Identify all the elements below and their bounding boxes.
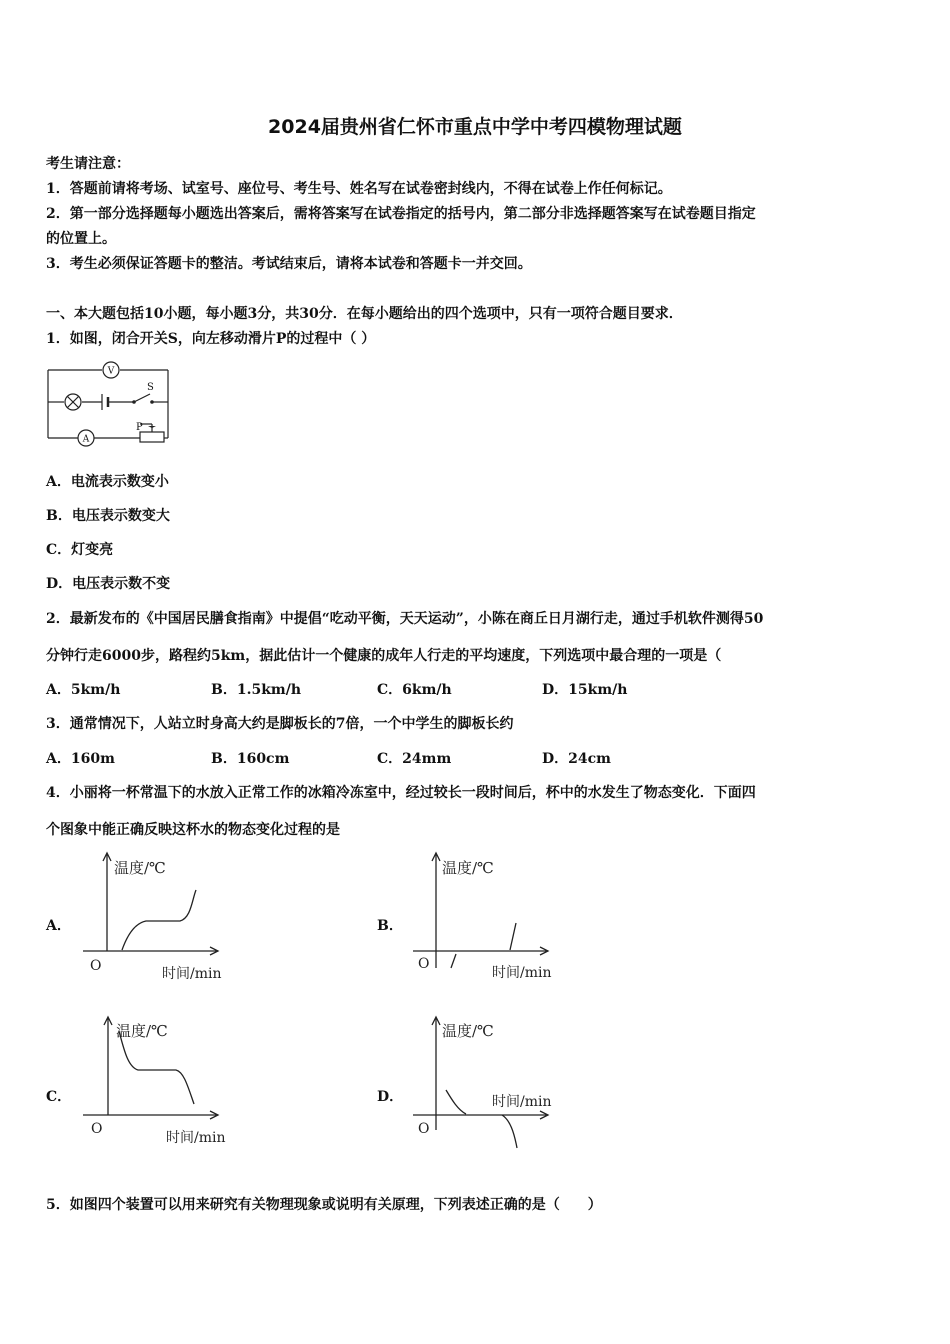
- switch-symbol: [132, 400, 136, 404]
- battery-symbol: [102, 394, 108, 410]
- q4-graph-d-label: D．: [377, 1089, 404, 1105]
- origin-label: O: [90, 958, 102, 974]
- q4-graph-c-label: C．: [46, 1089, 72, 1105]
- y-axis-label: 温度/℃: [114, 859, 166, 877]
- notice-item: 1．答题前请将考场、试室号、座位号、考生号、姓名写在试卷密封线内，不得在试卷上作任何标记。: [46, 181, 672, 197]
- q1-option: B．电压表示数变大: [46, 508, 170, 524]
- q3-stem: 3．通常情况下，人站立时身高大约是脚板长的7倍，一个中学生的脚板长约: [46, 716, 514, 732]
- q1-stem: 1．如图，闭合开关S，向左移动滑片P的过程中（ ）: [46, 331, 376, 347]
- q2-option: D．15km/h: [542, 682, 628, 698]
- q1-option: A．电流表示数变小: [46, 474, 169, 490]
- q4-graph-a: [76, 848, 246, 984]
- q3-option: D．24cm: [542, 751, 611, 767]
- q4-graph-b: [406, 848, 576, 984]
- q4-graph-d: [406, 1012, 576, 1152]
- q4-stem: 个图象中能正确反映这杯水的物态变化过程的是: [46, 822, 340, 838]
- notice-item: 2．第一部分选择题每小题选出答案后，需将答案写在试卷指定的括号内，第二部分非选择题答案写在试卷题目指定: [46, 206, 756, 222]
- notice-item: 3．考生必须保证答题卡的整洁。考试结束后，请将本试卷和答题卡一并交回。: [46, 256, 532, 272]
- q1-option: D．电压表示数不变: [46, 576, 171, 592]
- slider-arrow-icon: [148, 426, 156, 428]
- x-axis-label: 时间/min: [492, 1094, 552, 1110]
- q5-stem: 5．如图四个装置可以用来研究有关物理现象或说明有关原理，下列表述正确的是（ ）: [46, 1197, 602, 1213]
- q2-option: C．6km/h: [377, 682, 452, 698]
- q2-stem: 分钟行走6000步，路程约5km，据此估计一个健康的成年人行走的平均速度，下列选项中最合理的一项是（: [46, 648, 722, 664]
- q4-graph-c: [76, 1012, 246, 1148]
- q4-stem: 4．小丽将一杯常温下的水放入正常工作的冰箱冷冻室中，经过较长一段时间后，杯中的水发生了物态变化．下面四: [46, 785, 756, 801]
- section-heading: 一、本大题包括10小题，每小题3分，共30分．在每小题给出的四个选项中，只有一项符合题目要求．: [46, 306, 683, 322]
- y-axis-label: 温度/℃: [116, 1022, 168, 1040]
- q2-stem: 2．最新发布的《中国居民膳食指南》中提倡“吃动平衡，天天运动”，小陈在商丘日月湖行走，通过手机软件测得50: [46, 611, 764, 627]
- x-axis-label: 时间/min: [492, 965, 552, 981]
- lamp-symbol: [65, 394, 81, 410]
- x-axis-label: 时间/min: [166, 1130, 226, 1146]
- page-title: 2024届贵州省仁怀市重点中学中考四模物理试题: [268, 116, 682, 138]
- origin-label: O: [91, 1121, 103, 1137]
- origin-label: O: [418, 956, 430, 972]
- y-axis-label: 温度/℃: [442, 859, 494, 877]
- q1-circuit-diagram: [44, 358, 174, 450]
- slider-label: P: [136, 422, 143, 433]
- y-axis-label: 温度/℃: [442, 1022, 494, 1040]
- q4-graph-a-label: A．: [46, 918, 71, 934]
- ammeter-label: A: [82, 434, 90, 445]
- x-axis-label: 时间/min: [162, 966, 222, 982]
- q3-option: B．160cm: [211, 751, 290, 767]
- switch-label: S: [147, 382, 154, 393]
- notice-heading: 考生请注意：: [46, 156, 130, 172]
- q1-option: C．灯变亮: [46, 542, 114, 558]
- q3-option: A．160m: [46, 751, 115, 767]
- q4-graph-b-label: B．: [377, 918, 403, 934]
- notice-item: 的位置上。: [46, 231, 116, 247]
- voltmeter-label: V: [107, 366, 115, 377]
- origin-label: O: [418, 1121, 430, 1137]
- q2-option: A．5km/h: [46, 682, 121, 698]
- q3-option: C．24mm: [377, 751, 452, 767]
- q2-option: B．1.5km/h: [211, 682, 301, 698]
